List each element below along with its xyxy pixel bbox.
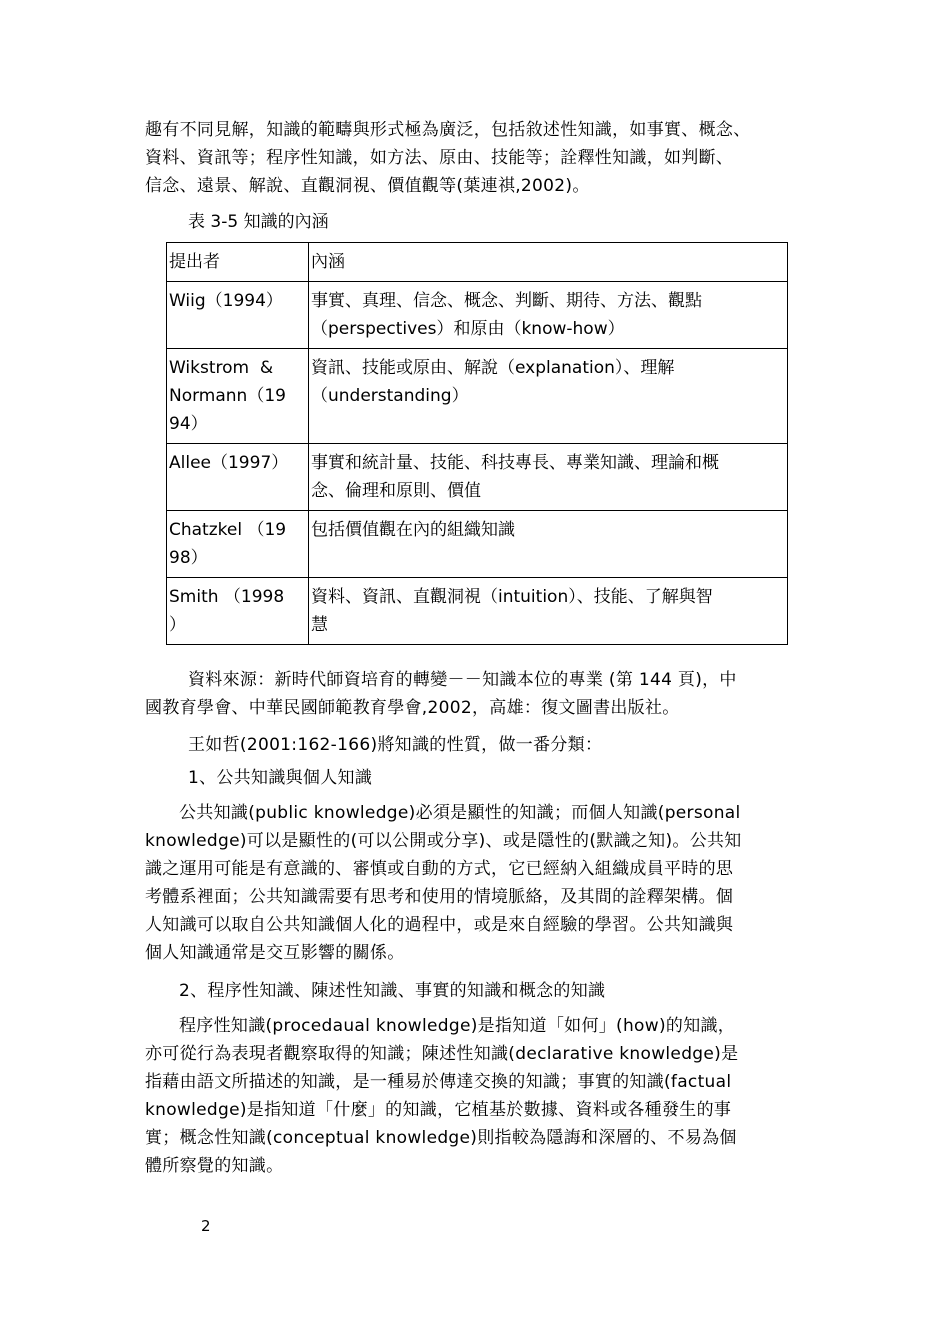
- section2-line: knowledge)是指知道「什麼」的知識，它植基於數據、資料或各種發生的事: [145, 1100, 732, 1120]
- section1-paragraph: [145, 799, 810, 967]
- cell-line: 念、倫理和原則、價值: [311, 481, 481, 501]
- intro-paragraph: [145, 116, 810, 200]
- table-row: [167, 349, 788, 444]
- section2-heading-text: 2、程序性知識、陳述性知識、事實的知識和概念的知識: [179, 981, 606, 1001]
- proposer-cell: [167, 349, 309, 444]
- section2-line: 程序性知識(procedaual knowledge)是指知道「如何」(how)的知識，: [179, 1016, 736, 1036]
- section2-line: 亦可從行為表現者觀察取得的知識；陳述性知識(declarative knowledge)是: [145, 1044, 739, 1064]
- intro-line: 資料、資訊等；程序性知識，如方法、原由、技能等；詮釋性知識，如判斷、: [145, 148, 734, 168]
- section2-heading: [145, 977, 810, 1005]
- classify-intro-text: 王如哲(2001:162-166)將知識的性質，做一番分類：: [188, 735, 603, 755]
- cell-line: （understanding）: [311, 386, 469, 406]
- table-row: [167, 578, 788, 645]
- section1-heading-text: 1、公共知識與個人知識: [188, 768, 373, 788]
- cell-line: 資訊、技能或原由、解說（explanation）、理解: [311, 358, 675, 378]
- table-row: [167, 444, 788, 511]
- table-row: [167, 282, 788, 349]
- section1-heading: [145, 764, 810, 792]
- cell-line: ）: [169, 615, 186, 635]
- page-number: 2: [201, 1217, 211, 1235]
- section2-line: 實；概念性知識(conceptual knowledge)則指較為隱誨和深層的、不易為個: [145, 1128, 737, 1148]
- section1-line: 考體系裡面；公共知識需要有思考和使用的情境脈絡，及其間的詮釋架構。個: [145, 887, 734, 907]
- cell-line: Wiig（1994）: [169, 291, 283, 311]
- table-header-row: [167, 243, 788, 282]
- header-content: 內涵: [309, 243, 788, 282]
- content-cell: [309, 282, 788, 349]
- cell-line: 94）: [169, 414, 208, 434]
- content-cell: [309, 444, 788, 511]
- table-row: [167, 511, 788, 578]
- cell-line: 事實和統計量、技能、科技專長、專業知識、理論和概: [311, 453, 719, 473]
- proposer-cell: [167, 578, 309, 645]
- cell-line: Wikstrom &: [169, 358, 274, 378]
- source-line: 資料來源：新時代師資培育的轉變－－知識本位的專業 (第 144 頁)，中: [188, 670, 737, 690]
- proposer-cell: [167, 444, 309, 511]
- proposer-cell: [167, 282, 309, 349]
- source-note: [145, 666, 810, 722]
- cell-line: Chatzkel （19: [169, 520, 287, 540]
- cell-line: 慧: [311, 615, 328, 635]
- cell-line: 98）: [169, 548, 208, 568]
- classify-intro: [145, 731, 810, 759]
- content-cell: [309, 511, 788, 578]
- intro-line: 趣有不同見解，知識的範疇與形式極為廣泛，包括敘述性知識，如事實、概念、: [145, 120, 751, 140]
- header-proposer: 提出者: [167, 243, 309, 282]
- cell-line: 包括價值觀在內的組織知識: [311, 520, 515, 540]
- section1-line: knowledge)可以是顯性的(可以公開或分享)、或是隱性的(默識之知)。公共知: [145, 831, 742, 851]
- cell-line: （perspectives）和原由（know-how）: [311, 319, 625, 339]
- cell-line: Allee（1997）: [169, 453, 289, 473]
- section2-line: 指藉由語文所描述的知識，是一種易於傳達交換的知識；事實的知識(factual: [145, 1072, 732, 1092]
- content-cell: [309, 349, 788, 444]
- content-cell: [309, 578, 788, 645]
- cell-line: Normann（19: [169, 386, 286, 406]
- section1-line: 識之運用可能是有意識的、審慎或自動的方式，它已經納入組織成員平時的思: [145, 859, 734, 879]
- section2-paragraph: [145, 1012, 810, 1180]
- source-line: 國教育學會、中華民國師範教育學會,2002，高雄：復文圖書出版社。: [145, 698, 680, 718]
- knowledge-table: [166, 242, 788, 645]
- cell-line: 事實、真理、信念、概念、判斷、期待、方法、觀點: [311, 291, 702, 311]
- section1-line: 人知識可以取自公共知識個人化的過程中，或是來自經驗的學習。公共知識與: [145, 915, 734, 935]
- section1-line: 公共知識(public knowledge)必須是顯性的知識；而個人知識(personal: [179, 803, 741, 823]
- section2-line: 體所察覺的知識。: [145, 1156, 284, 1176]
- cell-line: Smith （1998: [169, 587, 285, 607]
- table-caption: 表 3-5 知識的內涵: [188, 212, 329, 232]
- cell-line: 資料、資訊、直觀洞視（intuition）、技能、了解與智: [311, 587, 713, 607]
- section1-line: 個人知識通常是交互影響的關係。: [145, 943, 405, 963]
- proposer-cell: [167, 511, 309, 578]
- intro-line: 信念、遠景、解說、直觀洞視、價值觀等(葉連祺,2002)。: [145, 176, 590, 196]
